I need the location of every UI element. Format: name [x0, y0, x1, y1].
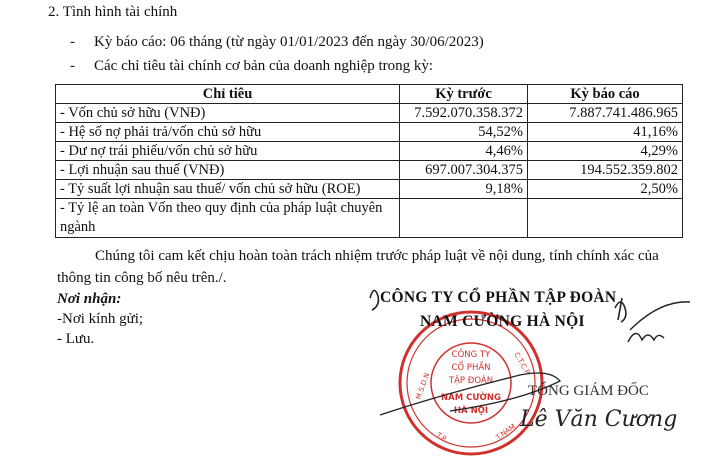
stamp-line: TẬP ĐOÀN	[448, 376, 494, 386]
table-row	[56, 180, 683, 199]
row-label: - Tỷ lệ an toàn Vốn theo quy định của pháp luật chuyên ngành	[56, 199, 400, 238]
row-label: - Tỷ suất lợi nhuận sau thuế/ vốn chủ sở hữu (ROE)	[56, 180, 400, 199]
stamp-line: HÀ NỘI	[453, 406, 489, 416]
financial-indicators-table	[55, 84, 683, 238]
recipient-item: - Lưu.	[57, 331, 95, 347]
svg-text:M.S.D.N: M.S.D.N	[414, 371, 432, 401]
row-label: - Lợi nhuận sau thuế (VNĐ)	[56, 161, 400, 180]
table-row	[56, 104, 683, 123]
recipient-item: -Nơi kính gửi;	[57, 311, 144, 327]
table-header-row	[56, 85, 683, 104]
previous-value: 54,52%	[400, 123, 528, 142]
table-row	[56, 199, 683, 238]
company-name-line2: NAM CƯỜNG HÀ NỘI	[420, 313, 585, 330]
stamp-line: CÔNG TY	[451, 350, 491, 360]
bullet-text: Các chỉ tiêu tài chính cơ bản của doanh nghiệp trong kỳ:	[94, 58, 434, 74]
previous-value: 7.592.070.358.372	[400, 104, 528, 123]
svg-text:T.NAM: T.NAM	[494, 422, 517, 442]
current-value	[528, 199, 683, 238]
current-value: 194.552.359.802	[528, 161, 683, 180]
svg-text:T.P: T.P	[434, 431, 448, 444]
current-value: 41,16%	[528, 123, 683, 142]
header-indicator: Chỉ tiêu	[56, 85, 400, 104]
row-label: - Vốn chủ sở hữu (VNĐ)	[56, 104, 400, 123]
stamp-line: CỔ PHẦN	[451, 363, 491, 373]
header-report-period: Kỳ báo cáo	[528, 85, 683, 104]
director-name: Lê Văn Cương	[520, 407, 678, 432]
current-value: 2,50%	[528, 180, 683, 199]
bullet-indicators-intro	[70, 58, 433, 75]
header-previous-period: Kỳ trước	[400, 85, 528, 104]
table-row	[56, 142, 683, 161]
svg-text:C.T.C.P: C.T.C.P	[512, 351, 532, 376]
current-value: 7.887.741.486.965	[528, 104, 683, 123]
previous-value: 9,18%	[400, 180, 528, 199]
previous-value: 4,46%	[400, 142, 528, 161]
row-label: - Hệ số nợ phải trả/vốn chủ sở hữu	[56, 123, 400, 142]
current-value: 4,29%	[528, 142, 683, 161]
handwritten-signature	[360, 280, 700, 440]
bullet-dash: -	[70, 58, 75, 74]
company-name-line1: CÔNG TY CỔ PHẦN TẬP ĐOÀN	[380, 289, 617, 306]
stamp-line: NAM CƯỜNG	[441, 393, 501, 403]
table-row	[56, 161, 683, 180]
row-label: - Dư nợ trái phiếu/vốn chủ sở hữu	[56, 142, 400, 161]
section-heading: 2. Tình hình tài chính	[48, 4, 178, 20]
commitment-statement: Chúng tôi cam kết chịu hoàn toàn trách nhiệm trước pháp luật về nội dung, tính chính xác của thông tin công bố nêu trên./.	[57, 248, 659, 286]
bullet-text: Kỳ báo cáo: 06 tháng (từ ngày 01/01/2023 đến ngày 30/06/2023)	[94, 34, 484, 50]
table-row	[56, 123, 683, 142]
director-title: TỔNG GIÁM ĐỐC	[528, 383, 649, 399]
previous-value: 697.007.304.375	[400, 161, 528, 180]
bullet-report-period	[70, 34, 484, 51]
bullet-dash: -	[70, 34, 75, 50]
recipients-title: Nơi nhận:	[57, 291, 122, 307]
previous-value	[400, 199, 528, 238]
